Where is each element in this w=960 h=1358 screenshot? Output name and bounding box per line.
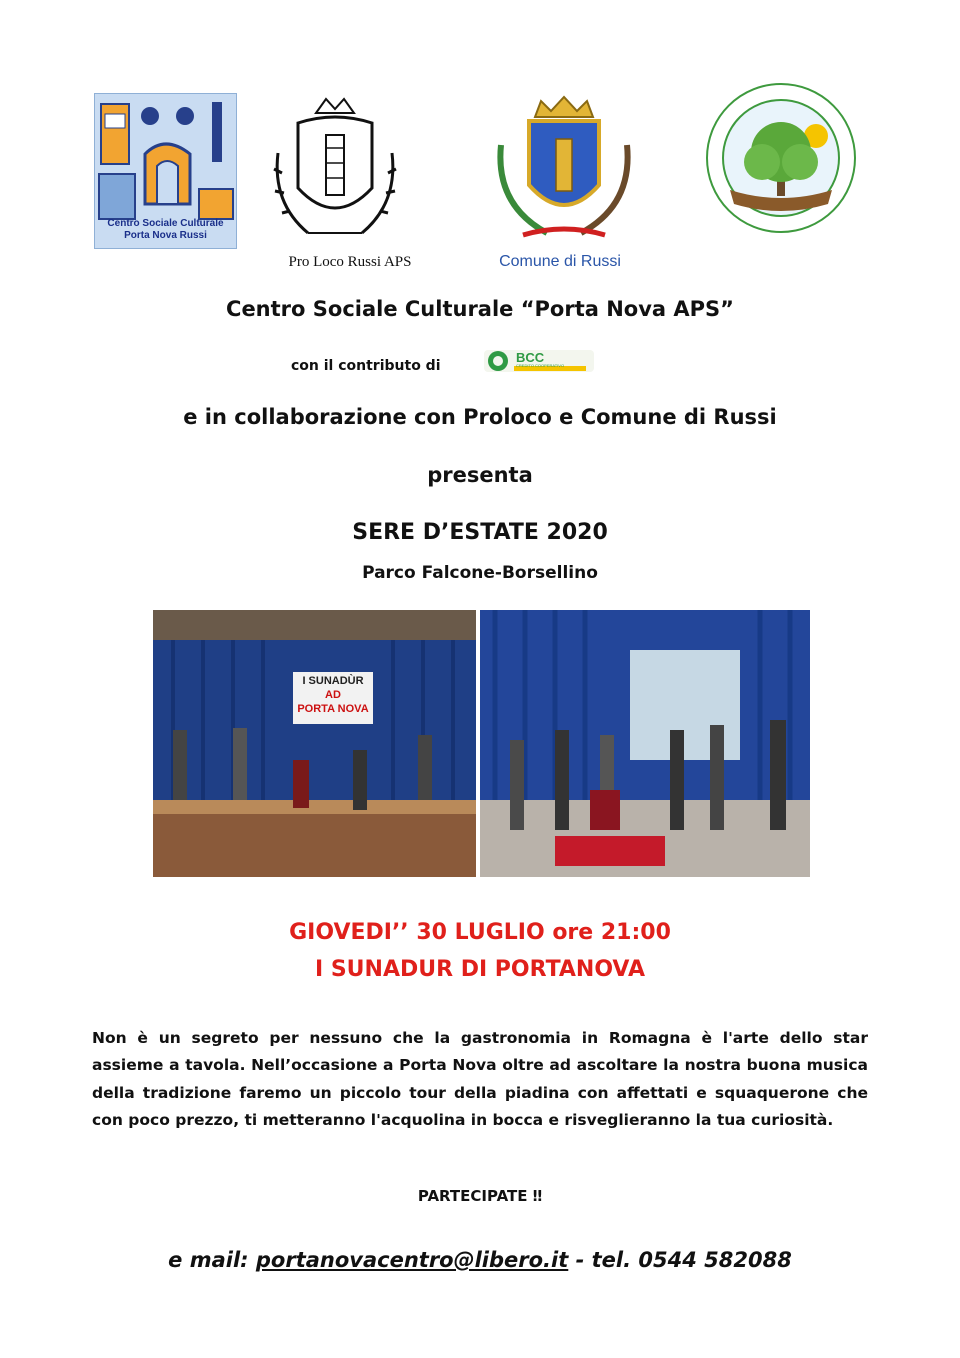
- bcc-sponsor-logo: [484, 348, 594, 374]
- contact-line: [0, 1248, 960, 1272]
- bcc-logo-text: BCC: [516, 350, 545, 365]
- banner-line-2: AD: [325, 689, 341, 701]
- band-photo-hall: [480, 610, 810, 877]
- organizer-title: Centro Sociale Culturale “Porta Nova APS”: [226, 297, 734, 321]
- phone-number: tel. 0544 582088: [591, 1248, 792, 1272]
- associazione-nazionale-logo: [700, 78, 862, 238]
- venue-line: Parco Falcone-Borsellino: [362, 563, 598, 583]
- event-description: Non è un segreto per nessuno che la gastronomia in Romagna è l'arte dello star assieme a tavola. Nell’occasione a Porta Nova oltre ad ascoltare la nostra buona musica della tradizione faremo un piccolo tour della piadina con affettati e squaquerone che con poco prezzo, ti metteranno l'acquolina in bocca e risveglieranno la tua curiosità.: [92, 1029, 868, 1130]
- email-link[interactable]: portanovacentro@libero.it: [255, 1248, 569, 1272]
- contribution-label: con il contributo di: [291, 358, 441, 374]
- call-to-action: PARTECIPATE ‼: [417, 1187, 543, 1205]
- bcc-logo-subtext: CREDITO COOPERATIVO: [516, 363, 565, 368]
- stage-banner: [293, 674, 373, 716]
- centro-caption-line2: Porta Nova Russi: [124, 230, 207, 241]
- collaboration-line: e in collaborazione con Proloco e Comune di Russi: [183, 405, 777, 429]
- centro-sociale-logo: [94, 93, 237, 249]
- presents-line: presenta: [427, 463, 533, 487]
- event-date-time: GIOVEDI’’ 30 LUGLIO ore 21:00: [289, 920, 671, 945]
- contact-separator: -: [568, 1248, 592, 1272]
- centro-caption-line1: Centro Sociale Culturale: [107, 218, 224, 229]
- comune-caption: Comune di Russi: [499, 253, 621, 270]
- banner-line-1: I SUNADÙR: [302, 675, 364, 687]
- band-name: I SUNADUR DI PORTANOVA: [314, 957, 645, 982]
- band-photo-stage: [153, 610, 476, 877]
- event-title: SERE D’ESTATE 2020: [352, 520, 608, 545]
- email-label: e mail:: [168, 1248, 256, 1272]
- proloco-caption: Pro Loco Russi APS: [288, 254, 412, 270]
- banner-line-3: PORTA NOVA: [297, 703, 369, 715]
- comune-coat-of-arms: [495, 95, 633, 249]
- centro-sociale-caption: [95, 218, 236, 242]
- proloco-coat-of-arms: [268, 93, 402, 245]
